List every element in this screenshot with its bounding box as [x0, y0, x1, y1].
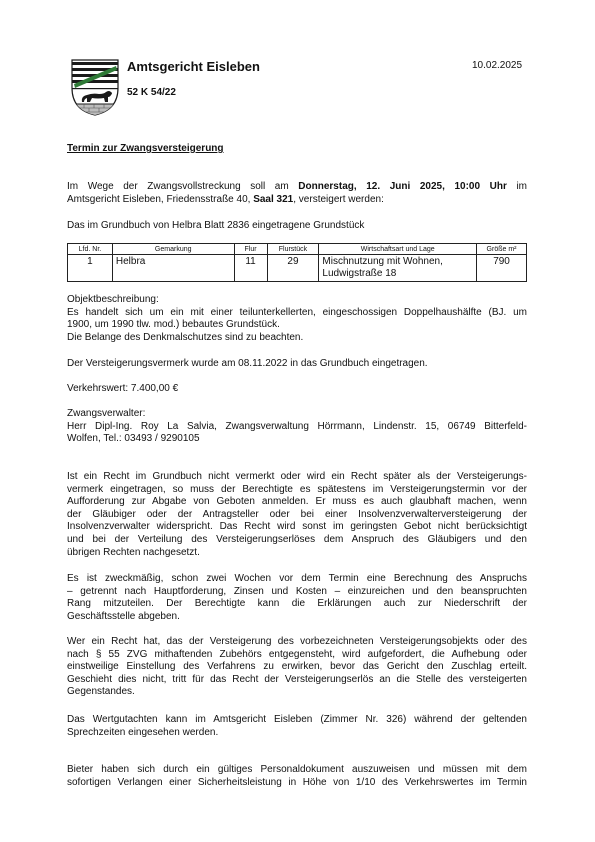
- paragraph-line: und bei der Verteilung des Versteigerungserlöses dem Anspruch des Gläubigers und den: [67, 533, 527, 545]
- column-header: Größe m²: [477, 244, 527, 255]
- paragraph-line: Ist ein Recht im Grundbuch nicht vermerkt oder wird ein Recht später als der Versteigerungs-: [67, 471, 527, 482]
- court-name: Amtsgericht Eisleben: [127, 59, 260, 74]
- column-header: Wirtschaftsart und Lage: [319, 244, 477, 255]
- object-line: Die Belange des Denkmalschutzes sind zu beachten.: [67, 331, 304, 343]
- bidder-paragraph: [67, 764, 527, 789]
- column-header: Lfd. Nr.: [68, 244, 113, 255]
- cell-gemarkung: Helbra: [112, 255, 234, 282]
- paragraph-line: Geschieht dies nicht, tritt für das Recht der Versteigerungserlös an die Stelle des versteigerten: [67, 673, 527, 685]
- file-number: 52 K 54/22: [127, 87, 176, 98]
- paragraph-line: Aufforderung zur Abgabe von Geboten anmelden. Er muss es auch glaubhaft machen, wenn: [67, 496, 527, 508]
- object-line: 1900, um 1990 tlw. mod.) bebautes Grundstück.: [67, 319, 280, 331]
- paragraph-line: Geschäftsstelle abgeben.: [67, 610, 180, 622]
- column-header: Flur: [234, 244, 267, 255]
- intro-paragraph: [67, 181, 527, 206]
- coat-of-arms-icon: [70, 58, 120, 116]
- column-header: Gemarkung: [112, 244, 234, 255]
- appraisal-paragraph: [67, 714, 527, 739]
- paragraph-line: Das Wertgutachten kann im Amtsgericht Eisleben (Zimmer Nr. 326) während der geltenden: [67, 714, 527, 725]
- paragraph-line: sofortigen Verlangen einer Sicherheitsleistung in Höhe von 1/10 des Verkehrswertes im Termin: [67, 776, 527, 788]
- document-date: 10.02.2025: [472, 60, 523, 71]
- paragraph-line: Sprechzeiten eingesehen werden.: [67, 726, 219, 738]
- object-description: [67, 294, 527, 344]
- paragraph-line: Insolvenzverwalter widerspricht. Das Recht wird sonst im geringsten Gebot nicht berücksichtigt: [67, 521, 527, 533]
- paragraph-line: vermerk eingetragen, so muss der Berechtigte es spätestens im Versteigerungstermin vor der: [67, 483, 527, 495]
- cell-flur: 11: [234, 255, 267, 282]
- paragraph-line: Wer ein Recht hat, das der Versteigerung des vorbezeichneten Versteigerungsobjekts oder des: [67, 636, 527, 647]
- object-label: Objektbeschreibung:: [67, 294, 159, 305]
- paragraph-line: Rang mitzuteilen. Der Berechtigte kann die Erklärungen auch zur Niederschrift der: [67, 598, 527, 610]
- paragraph-line: einstweilige Einstellung des Verfahrens zu erwirken, bevor das Gericht den Zuschlag erteilt.: [67, 661, 527, 673]
- column-header: Flurstück: [267, 244, 319, 255]
- administrator-block: [67, 408, 527, 446]
- paragraph-line: der Gläubiger oder der Antragsteller oder bei einer Insolvenzverwalterversteigerung der: [67, 508, 527, 520]
- intro-line1-text: Im Wege der Zwangsvollstreckung soll am: [67, 181, 289, 192]
- cell-flurstueck: 29: [267, 255, 319, 282]
- paragraph-line: – getrennt nach Hauptforderung, Zinsen und Kosten – einzureichen und den beanspruchten: [67, 585, 527, 597]
- administrator-label: Zwangsverwalter:: [67, 408, 146, 419]
- registration-note: Der Versteigerungsvermerk wurde am 08.11.2022 in das Grundbuch eingetragen.: [67, 358, 428, 369]
- paragraph-line: nach § 55 ZVG mithaftenden Zubehörs entgegensteht, wird aufgefordert, die Aufhebung oder: [67, 648, 527, 660]
- object-line: Es handelt sich um ein mit einer teilunterkellerten, eingeschossigen Doppelhaushälfte (BJ. um: [67, 306, 527, 318]
- land-register-sentence: Das im Grundbuch von Helbra Blatt 2836 eingetragene Grundstück: [67, 220, 365, 231]
- administrator-line: Wolfen, Tel.: 03493 / 9290105: [67, 433, 200, 445]
- administrator-line: Herr Dipl-Ing. Roy La Salvia, Zwangsverwaltung Hörrmann, Lindenstr. 15, 06749 Bitterfeld-: [67, 420, 527, 432]
- paragraph-line: Gegenstandes.: [67, 686, 135, 698]
- lage-line: Mischnutzung mit Wohnen,: [322, 256, 443, 267]
- page-title: Termin zur Zwangsversteigerung: [67, 143, 224, 154]
- claim-paragraph: [67, 573, 527, 623]
- auction-datetime: Donnerstag, 12. Juni 2025, 10:00 Uhr: [298, 181, 507, 192]
- intro-line2-end: , versteigert werden:: [293, 193, 384, 205]
- cell-nr: 1: [68, 255, 113, 282]
- paragraph-line: übrigen Rechten nachgesetzt.: [67, 546, 200, 558]
- objection-paragraph: [67, 636, 527, 699]
- cell-groesse: 790: [477, 255, 527, 282]
- lage-line: Ludwigstraße 18: [322, 268, 397, 279]
- auction-room: Saal 321: [253, 193, 294, 205]
- intro-line2: [67, 194, 527, 207]
- table-row: [68, 255, 527, 282]
- intro-line1-end: im: [516, 181, 528, 192]
- rights-paragraph: [67, 471, 527, 559]
- parcel-table: [67, 243, 527, 282]
- market-value: Verkehrswert: 7.400,00 €: [67, 383, 179, 394]
- table-header-row: [68, 244, 527, 255]
- paragraph-line: Bieter haben sich durch ein gültiges Personaldokument auszuweisen und müssen mit dem: [67, 764, 527, 775]
- cell-lage: [319, 255, 477, 282]
- paragraph-line: Es ist zweckmäßig, schon zwei Wochen vor dem Termin eine Berechnung des Anspruchs: [67, 573, 527, 584]
- intro-line2-text: Amtsgericht Eisleben, Friedensstraße 40,: [67, 193, 251, 205]
